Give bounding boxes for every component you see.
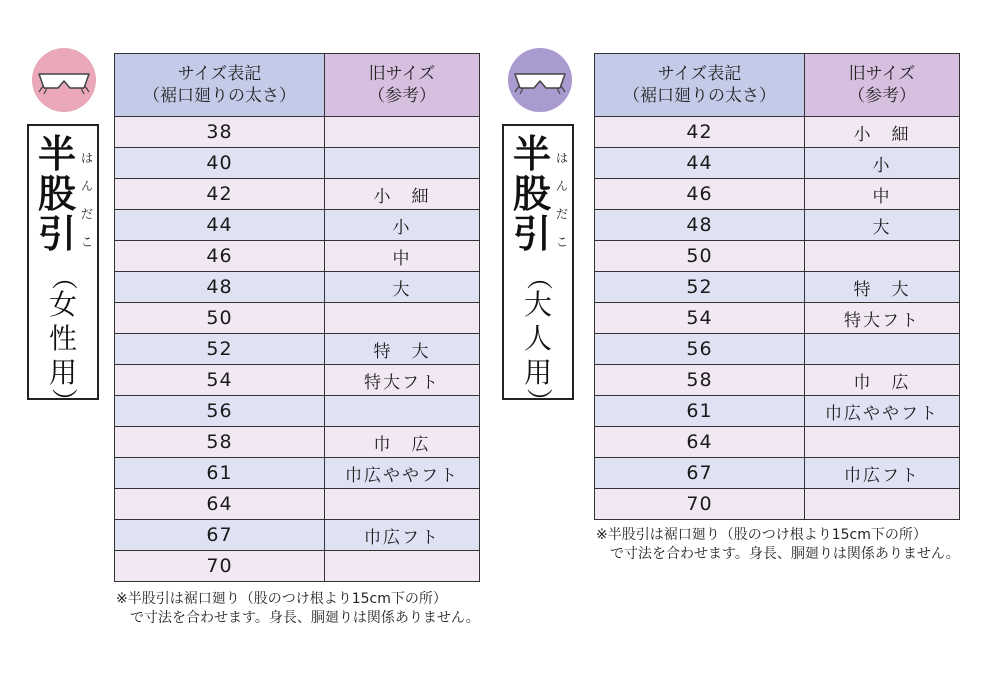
size-cell: 56 <box>595 334 805 365</box>
old-size-cell: 特大フト <box>805 303 960 334</box>
old-size-cell: 巾広フト <box>325 520 480 551</box>
size-cell: 64 <box>595 427 805 458</box>
product-title: 半 股 引 <box>512 131 551 256</box>
old-size-cell: 特 大 <box>325 334 480 365</box>
old-size-cell <box>325 303 480 334</box>
size-cell: 42 <box>595 117 805 148</box>
size-cell: 46 <box>595 179 805 210</box>
table-row <box>115 179 480 210</box>
old-size-cell <box>325 396 480 427</box>
table-row <box>595 303 960 334</box>
old-size-cell: 巾広ややフト <box>805 396 960 427</box>
table-row <box>115 241 480 272</box>
size-cell: 58 <box>115 427 325 458</box>
size-cell: 38 <box>115 117 325 148</box>
old-size-cell <box>325 117 480 148</box>
table-row <box>115 365 480 396</box>
table-row <box>595 148 960 179</box>
header-size-line2: （裾口廻りの太さ） <box>623 86 776 106</box>
size-cell: 54 <box>115 365 325 396</box>
old-size-cell <box>325 148 480 179</box>
note-line2: で寸法を合わせます。身長、胴廻りは関係ありません。 <box>130 610 480 626</box>
title-subtitle: （ 大 人 用 ） <box>523 263 553 414</box>
old-size-cell: 特 大 <box>805 272 960 303</box>
header-old-line2: （参考） <box>848 86 916 106</box>
header-old-line1: 旧サイズ <box>368 64 436 84</box>
size-note <box>116 590 480 628</box>
old-size-cell: 巾広フト <box>805 458 960 489</box>
header-old-size <box>805 54 960 117</box>
header-size-line1: サイズ表記 <box>657 64 742 84</box>
size-cell: 44 <box>115 210 325 241</box>
size-cell: 50 <box>595 241 805 272</box>
table-row <box>595 334 960 365</box>
size-cell: 46 <box>115 241 325 272</box>
header-size <box>115 54 325 117</box>
table-row <box>595 241 960 272</box>
table-row <box>115 551 480 582</box>
title-box-female <box>27 124 99 414</box>
size-cell: 64 <box>115 489 325 520</box>
size-cell: 56 <box>115 396 325 427</box>
old-size-cell: 巾 広 <box>325 427 480 458</box>
table-row <box>115 210 480 241</box>
title-subtitle: （ 女 性 用 ） <box>48 263 78 414</box>
size-cell: 61 <box>595 396 805 427</box>
table-row <box>595 489 960 520</box>
table-row <box>115 148 480 179</box>
hanhaba-pants-icon <box>32 48 96 112</box>
table-row <box>115 396 480 427</box>
header-old-line2: （参考） <box>368 86 436 106</box>
header-size-line1: サイズ表記 <box>177 64 262 84</box>
size-cell: 52 <box>115 334 325 365</box>
old-size-cell: 小 <box>805 148 960 179</box>
size-cell: 54 <box>595 303 805 334</box>
table-row <box>595 427 960 458</box>
size-cell: 44 <box>595 148 805 179</box>
table-row <box>115 489 480 520</box>
title-ruby: は ん だ こ <box>80 151 93 249</box>
old-size-cell: 小 細 <box>805 117 960 148</box>
old-size-cell <box>805 489 960 520</box>
old-size-cell: 巾 広 <box>805 365 960 396</box>
adult-size-panel <box>480 0 980 675</box>
header-old-line1: 旧サイズ <box>848 64 916 84</box>
size-cell: 61 <box>115 458 325 489</box>
size-cell: 70 <box>115 551 325 582</box>
table-row <box>595 210 960 241</box>
table-row <box>115 427 480 458</box>
header-size-line2: （裾口廻りの太さ） <box>143 86 296 106</box>
size-cell: 48 <box>115 272 325 303</box>
note-line1: ※半股引は裾口廻り（股のつけ根より15cm下の所） <box>116 591 447 607</box>
old-size-cell: 中 <box>325 241 480 272</box>
old-size-cell <box>325 489 480 520</box>
size-cell: 70 <box>595 489 805 520</box>
old-size-cell <box>805 334 960 365</box>
table-row <box>595 117 960 148</box>
table-row <box>115 272 480 303</box>
header-old-size <box>325 54 480 117</box>
old-size-cell <box>325 551 480 582</box>
size-cell: 52 <box>595 272 805 303</box>
old-size-cell <box>805 427 960 458</box>
table-row <box>115 117 480 148</box>
size-note <box>596 526 960 564</box>
table-row <box>595 179 960 210</box>
size-cell: 50 <box>115 303 325 334</box>
table-row <box>595 458 960 489</box>
header-size <box>595 54 805 117</box>
table-row <box>115 520 480 551</box>
product-title: 半 股 引 <box>37 131 76 256</box>
old-size-cell: 小 細 <box>325 179 480 210</box>
table-row <box>115 303 480 334</box>
note-line2: で寸法を合わせます。身長、胴廻りは関係ありません。 <box>610 546 960 562</box>
title-ruby: は ん だ こ <box>555 151 568 249</box>
table-row <box>595 365 960 396</box>
old-size-cell: 大 <box>325 272 480 303</box>
size-table-adult <box>594 53 960 520</box>
size-table-female <box>114 53 480 582</box>
old-size-cell: 小 <box>325 210 480 241</box>
size-cell: 48 <box>595 210 805 241</box>
old-size-cell: 大 <box>805 210 960 241</box>
old-size-cell: 特大フト <box>325 365 480 396</box>
old-size-cell: 中 <box>805 179 960 210</box>
size-cell: 42 <box>115 179 325 210</box>
old-size-cell <box>805 241 960 272</box>
size-cell: 67 <box>115 520 325 551</box>
note-line1: ※半股引は裾口廻り（股のつけ根より15cm下の所） <box>596 527 927 543</box>
table-row <box>595 272 960 303</box>
size-cell: 58 <box>595 365 805 396</box>
size-cell: 67 <box>595 458 805 489</box>
size-cell: 40 <box>115 148 325 179</box>
title-box-adult <box>502 124 574 414</box>
old-size-cell: 巾広ややフト <box>325 458 480 489</box>
table-row <box>115 334 480 365</box>
hanhaba-pants-icon <box>508 48 572 112</box>
table-row <box>115 458 480 489</box>
table-row <box>595 396 960 427</box>
